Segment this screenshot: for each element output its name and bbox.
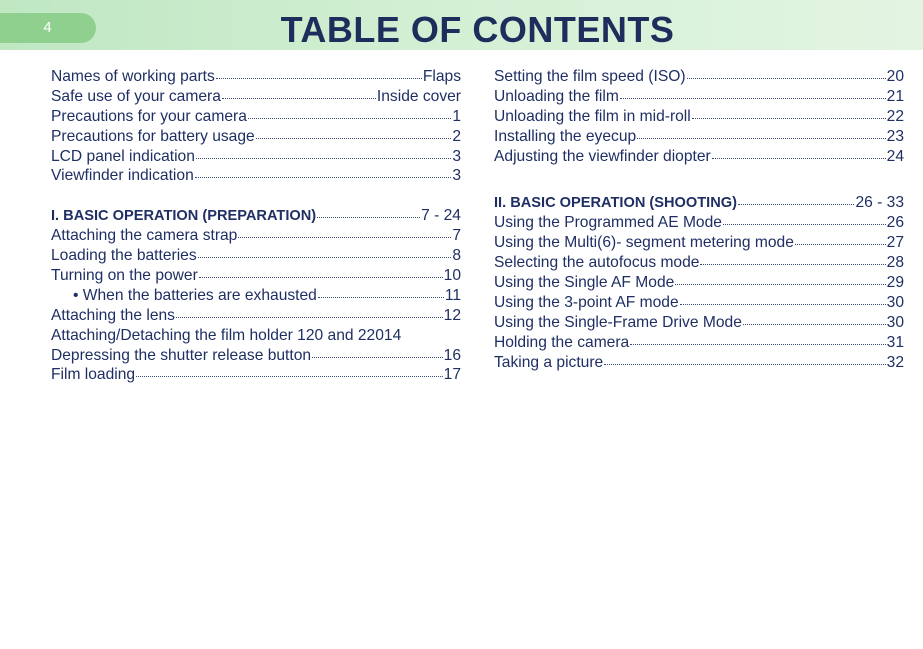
- toc-entry-label: Using the Single AF Mode: [494, 274, 675, 292]
- dot-leader: [199, 277, 443, 278]
- toc-entry[interactable]: [494, 213, 904, 233]
- toc-entry-label: Attaching the lens: [51, 306, 175, 324]
- dot-leader: [256, 138, 452, 139]
- toc-entry-label: Attaching/Detaching the film holder 120 and 220: [51, 326, 384, 344]
- toc-entry-page: 8: [452, 247, 461, 265]
- toc-entry-page: 26: [886, 214, 904, 232]
- toc-entry-label: Using the Multi(6)- segment metering mode: [494, 234, 794, 252]
- toc-entry-label: Adjusting the viewfinder diopter: [494, 147, 711, 165]
- toc-entry[interactable]: [51, 87, 461, 107]
- dot-leader: [795, 244, 886, 245]
- toc-entry-label: Selecting the autofocus mode: [494, 254, 700, 272]
- dot-leader: [692, 118, 886, 119]
- toc-entry-page: 20: [886, 68, 904, 85]
- toc-entry[interactable]: [51, 226, 461, 246]
- toc-entry[interactable]: [51, 266, 461, 286]
- page-title: TABLE OF CONTENTS: [280, 9, 675, 50]
- toc-entry-page: 22: [886, 107, 904, 125]
- toc-entry-page: 16: [443, 346, 461, 364]
- toc-entry-label: Holding the camera: [494, 333, 630, 351]
- section-heading-label: II. BASIC OPERATION (SHOOTING): [494, 195, 737, 212]
- toc-section-heading[interactable]: [51, 206, 461, 226]
- dot-leader: [723, 224, 886, 225]
- section-heading-page: 7 - 24: [421, 207, 461, 225]
- page-number-tab: 4: [0, 13, 96, 43]
- dot-leader: [738, 204, 854, 205]
- toc-entry[interactable]: [494, 253, 904, 273]
- toc-entry[interactable]: [51, 306, 461, 326]
- spacer: [494, 166, 904, 193]
- toc-entry-page: 21: [886, 87, 904, 105]
- toc-entry[interactable]: [51, 166, 461, 186]
- dot-leader: [712, 158, 886, 159]
- toc-entry[interactable]: [494, 273, 904, 293]
- toc-entry[interactable]: [51, 67, 461, 87]
- section-heading-label: I. BASIC OPERATION (PREPARATION): [51, 208, 317, 225]
- dot-leader: [700, 264, 885, 265]
- toc-entry-label: LCD panel indication: [51, 147, 195, 165]
- toc-entry-page: 32: [886, 353, 904, 371]
- dot-leader: [620, 98, 886, 99]
- toc-section-heading[interactable]: [494, 193, 904, 213]
- toc-entry-page: 23: [886, 127, 904, 145]
- toc-entry[interactable]: [494, 87, 904, 107]
- toc-entry[interactable]: [494, 127, 904, 147]
- toc-entry-page: 3: [452, 147, 461, 165]
- toc-entry-page: 31: [886, 333, 904, 351]
- dot-leader: [687, 78, 886, 79]
- toc-entry-label: Names of working parts: [51, 68, 215, 85]
- dot-leader: [680, 304, 886, 305]
- dot-leader: [222, 98, 376, 99]
- toc-entry[interactable]: [494, 67, 904, 87]
- toc-entry-label: Viewfinder indication: [51, 167, 194, 185]
- dot-leader: [196, 158, 451, 159]
- toc-entry-label: Safe use of your camera: [51, 87, 221, 105]
- toc-entry[interactable]: [494, 293, 904, 313]
- toc-entry-label: Installing the eyecup: [494, 127, 637, 145]
- dot-leader: [176, 317, 443, 318]
- dot-leader: [238, 237, 451, 238]
- toc-entry[interactable]: [494, 313, 904, 333]
- toc-entry-page: 30: [886, 313, 904, 331]
- toc-entry[interactable]: [494, 233, 904, 253]
- toc-entry-page: 30: [886, 293, 904, 311]
- toc-entry-label: Using the Programmed AE Mode: [494, 214, 722, 232]
- toc-entry-label: Depressing the shutter release button: [51, 346, 312, 364]
- toc-entry-label: Unloading the film: [494, 87, 619, 105]
- dot-leader: [630, 344, 885, 345]
- section-heading-page: 26 - 33: [855, 194, 904, 212]
- toc-entry[interactable]: [51, 365, 461, 385]
- toc-entry[interactable]: [494, 107, 904, 127]
- dot-leader: [318, 297, 444, 298]
- spacer: [51, 186, 461, 206]
- toc-entry-page: 24: [886, 147, 904, 165]
- dot-leader: [198, 257, 452, 258]
- toc-entry-page: Inside cover: [376, 87, 461, 105]
- dot-leader: [317, 217, 420, 218]
- toc-entry-label: Using the 3-point AF mode: [494, 293, 679, 311]
- toc-entry-page: 29: [886, 274, 904, 292]
- toc-entry[interactable]: [51, 127, 461, 147]
- toc-entry[interactable]: [51, 326, 461, 346]
- toc-entry-label: Loading the batteries: [51, 247, 197, 265]
- toc-entry-page: 3: [452, 167, 461, 185]
- toc-entry-page: 12: [443, 306, 461, 324]
- toc-entry-page: 17: [443, 366, 461, 384]
- toc-entry-page: 1: [452, 107, 461, 125]
- toc-entry-label: Film loading: [51, 366, 136, 384]
- dot-leader: [248, 118, 451, 119]
- dot-leader: [675, 284, 885, 285]
- toc-entry-page: 7: [452, 227, 461, 245]
- toc-entry[interactable]: [494, 147, 904, 167]
- toc-entry-page: 11: [444, 286, 461, 304]
- toc-entry-label: Taking a picture: [494, 353, 604, 371]
- toc-column-right: [494, 67, 904, 372]
- toc-entry[interactable]: [51, 246, 461, 266]
- toc-entry-page: 27: [886, 234, 904, 252]
- toc-entry-label: Turning on the power: [51, 267, 198, 285]
- toc-entry[interactable]: [51, 107, 461, 127]
- toc-entry-label: Setting the film speed (ISO): [494, 68, 686, 85]
- toc-entry-label: Using the Single-Frame Drive Mode: [494, 313, 742, 331]
- dot-leader: [136, 376, 443, 377]
- dot-leader: [216, 78, 422, 79]
- toc-entry[interactable]: [494, 333, 904, 353]
- toc-entry-page: 10: [443, 267, 461, 285]
- toc-column-left: [51, 67, 461, 385]
- toc-entry-label: • When the batteries are exhausted: [73, 286, 317, 304]
- toc-subentry[interactable]: [51, 286, 461, 306]
- toc-entry[interactable]: [51, 147, 461, 167]
- toc-entry-label: Attaching the camera strap: [51, 227, 238, 245]
- toc-entry-page: 2: [452, 127, 461, 145]
- toc-entry-label: Precautions for battery usage: [51, 127, 255, 145]
- dot-leader: [743, 324, 886, 325]
- toc-entry[interactable]: [494, 353, 904, 373]
- toc-entry-label: Unloading the film in mid-roll: [494, 107, 691, 125]
- toc-entry-page: Flaps: [422, 68, 461, 85]
- toc-entry-page: 28: [886, 254, 904, 272]
- toc-entry-page: 14: [383, 326, 402, 344]
- dot-leader: [604, 364, 885, 365]
- dot-leader: [637, 138, 885, 139]
- dot-leader: [312, 357, 443, 358]
- dot-leader: [195, 177, 452, 178]
- toc-entry[interactable]: [51, 346, 461, 366]
- toc-entry-label: Precautions for your camera: [51, 107, 247, 125]
